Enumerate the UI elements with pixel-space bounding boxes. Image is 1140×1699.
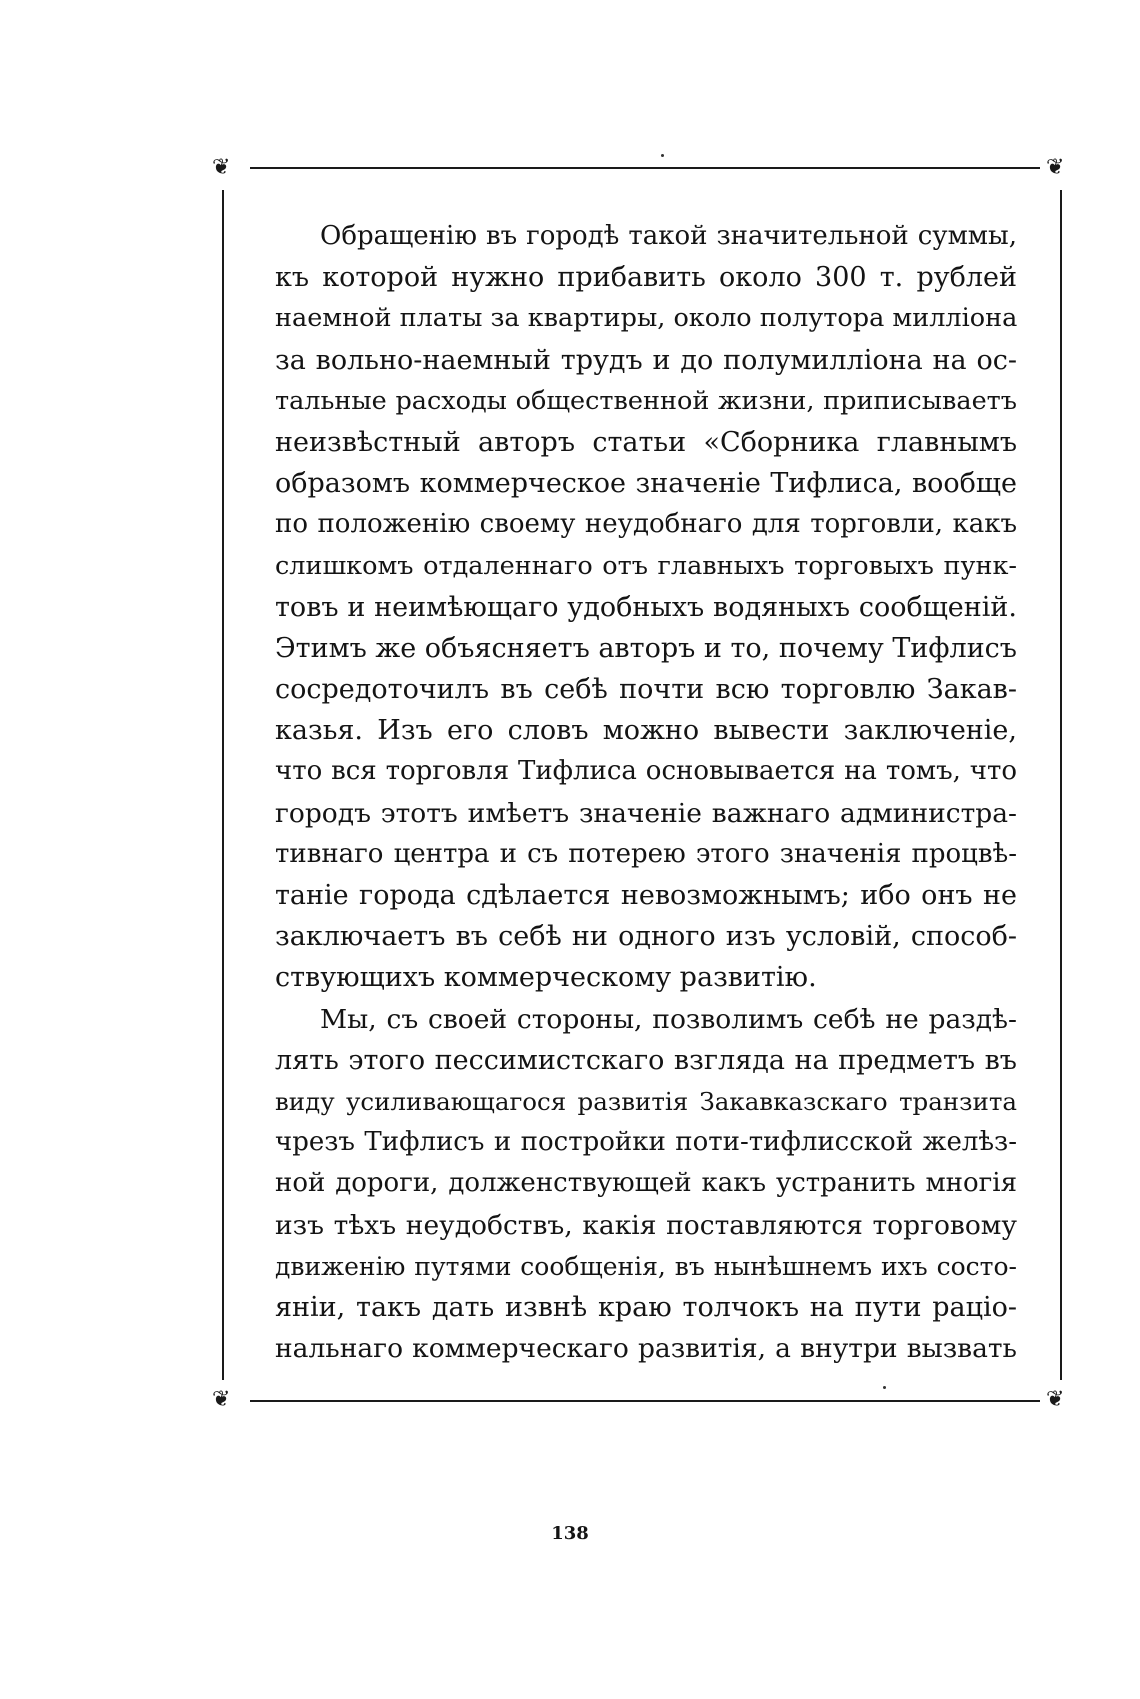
text-line: Этимъ же объясняетъ авторъ и то, почему Тифлисъ: [275, 632, 1017, 664]
text-line: Мы, съ своей стороны, позволимъ себѣ не раздѣ-: [320, 1003, 1017, 1035]
text-line: неизвѣстный авторъ статьи «Сборника главнымъ: [275, 426, 1017, 458]
text-line: за вольно-наемный трудъ и до полумилліона на ос-: [275, 344, 1017, 376]
frame-dot-bottom: [883, 1386, 886, 1389]
text-line: таніе города сдѣлается невозможнымъ; ибо онъ не: [275, 880, 1017, 911]
frame-top-rule: [250, 167, 1040, 169]
text-line: что вся торговля Тифлиса основывается на томъ, что: [275, 756, 1017, 787]
text-line: тивнаго центра и съ потерею этого значенія процвѣ-: [275, 838, 1017, 869]
text-line: движенію путями сообщенія, въ нынѣшнемъ ихъ состо-: [275, 1251, 1017, 1281]
page-text: [275, 216, 1017, 1369]
text-line: казья. Изъ его словъ можно вывести заключеніе,: [275, 715, 1017, 747]
text-line: по положенію своему неудобнаго для торговли, какъ: [275, 509, 1017, 540]
text-line: городъ этотъ имѣетъ значеніе важнаго администра-: [275, 797, 1017, 829]
corner-ornament-bottom-right-icon: ❦: [1046, 1387, 1065, 1412]
text-line: тальные расходы общественной жизни, приписываетъ: [275, 385, 1017, 416]
frame-right-rule: [1060, 190, 1062, 1380]
text-line: Обращенію въ городѣ такой значительной суммы,: [320, 221, 1017, 251]
frame-left-rule: [222, 190, 224, 1380]
corner-ornament-bottom-left-icon: ❦: [212, 1387, 231, 1412]
paragraph-1: [275, 216, 1017, 999]
frame-bottom-rule: [250, 1400, 1040, 1402]
text-line: яніи, такъ дать извнѣ краю толчокъ на пути раціо-: [275, 1291, 1017, 1323]
text-line: образомъ коммерческое значеніе Тифлиса, вообще: [275, 468, 1017, 500]
text-line: наемной платы за квартиры, около полутора милліона: [275, 303, 1017, 334]
text-line: лять этого пессимистскаго взгляда на предметъ въ: [275, 1044, 1017, 1076]
frame-dot-top: [661, 154, 664, 157]
page-number: 138: [551, 1523, 589, 1544]
text-line: къ которой нужно прибавить около 300 т. рублей: [275, 262, 1017, 294]
text-line: товъ и неимѣющаго удобныхъ водяныхъ сообщеній.: [275, 591, 1017, 623]
corner-ornament-top-left-icon: ❦: [212, 155, 231, 180]
text-line: ствующихъ коммерческому развитію.: [275, 962, 817, 994]
text-line: сосредоточилъ въ себѣ почти всю торговлю Закав-: [275, 674, 1017, 706]
text-line: заключаетъ въ себѣ ни одного изъ условій, способ-: [275, 921, 1017, 953]
corner-ornament-top-right-icon: ❦: [1046, 155, 1065, 180]
text-line: виду усиливающагося развитія Закавказскаго транзита: [275, 1086, 1017, 1116]
text-line: нальнаго коммерческаго развитія, а внутри вызвать: [275, 1333, 1017, 1365]
text-line: чрезъ Тифлисъ и постройки поти-тифлисской желѣз-: [275, 1127, 1017, 1158]
text-line: слишкомъ отдаленнаго отъ главныхъ торговыхъ пунк-: [275, 550, 1017, 581]
text-line: ной дороги, долженствующей какъ устранить многія: [275, 1168, 1017, 1199]
paragraph-2: [275, 999, 1017, 1370]
text-line: изъ тѣхъ неудобствъ, какія поставляются торговому: [275, 1209, 1017, 1241]
